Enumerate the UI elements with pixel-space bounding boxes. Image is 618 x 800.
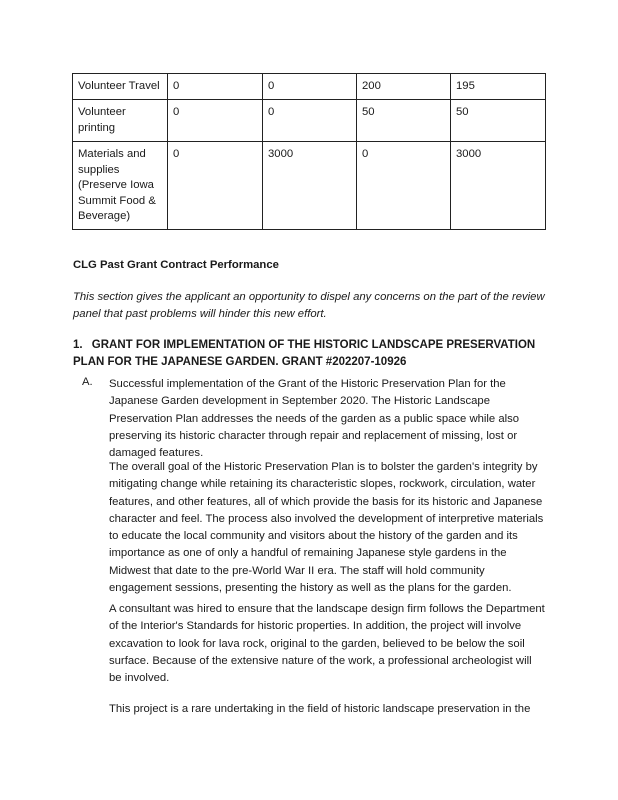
budget-table [72,73,546,230]
table-cell: 50 [451,100,546,142]
table-cell: 0 [357,142,451,230]
row-label: Materials and supplies (Preserve Iowa Summit Food & Beverage) [73,142,168,230]
section-title: CLG Past Grant Contract Performance [73,259,279,271]
table-row [73,100,546,142]
table-cell: 50 [357,100,451,142]
table-cell: 0 [263,100,357,142]
section-intro: This section gives the applicant an opportunity to dispel any concerns on the part of the review panel that past problems will hinder this new effort. [73,291,545,320]
table-cell: 0 [168,74,263,100]
grant-number: 1. [73,339,83,351]
table-cell: 3000 [263,142,357,230]
grant-heading [73,337,548,371]
table-row [73,142,546,230]
table-row [73,74,546,100]
grant-heading-text: GRANT FOR IMPLEMENTATION OF THE HISTORIC LANDSCAPE PRESERVATION PLAN FOR THE JAPANESE GARDEN. GRANT #202207-10926 [73,339,536,368]
paragraph: Successful implementation of the Grant of the Historic Preservation Plan for the Japanese Garden development in September 2020. The Historic Landscape Preservation Plan addresses the needs of the garden as a public space while also preserving its historic character through repair and replacement of missing, lost or damaged features. [109,378,520,460]
table-cell: 0 [168,100,263,142]
item-label: A. [82,376,93,388]
paragraph: The overall goal of the Historic Preservation Plan is to bolster the garden's integrity by mitigating change while retaining its characteristic slopes, rockwork, circulation, water features, and other features, all of which provide the basis for its historic and Japanese character and feel. The process also involved the development of interpretive materials to educate the local community and visitors about the history of the garden and its importance as one of only a handful of remaining Japanese style gardens in the Midwest that date to the pre-World War II era. The staff will hold community engagement sessions, presenting the history as well as the plans for the garden. [109,461,544,595]
paragraph: This project is a rare undertaking in the field of historic landscape preservation in the [109,703,531,715]
table-cell: 200 [357,74,451,100]
table-cell: 3000 [451,142,546,230]
row-label: Volunteer Travel [73,74,168,100]
table-cell: 195 [451,74,546,100]
table-cell: 0 [263,74,357,100]
paragraph: A consultant was hired to ensure that the landscape design firm follows the Department of the Interior's Standards for historic properties. In addition, the project will involve excavation to look for lava rock, original to the garden, believed to be below the soil surface. Because of the extensive nature of the work, a professional archeologist will be involved. [109,603,545,685]
table-cell: 0 [168,142,263,230]
row-label: Volunteer printing [73,100,168,142]
